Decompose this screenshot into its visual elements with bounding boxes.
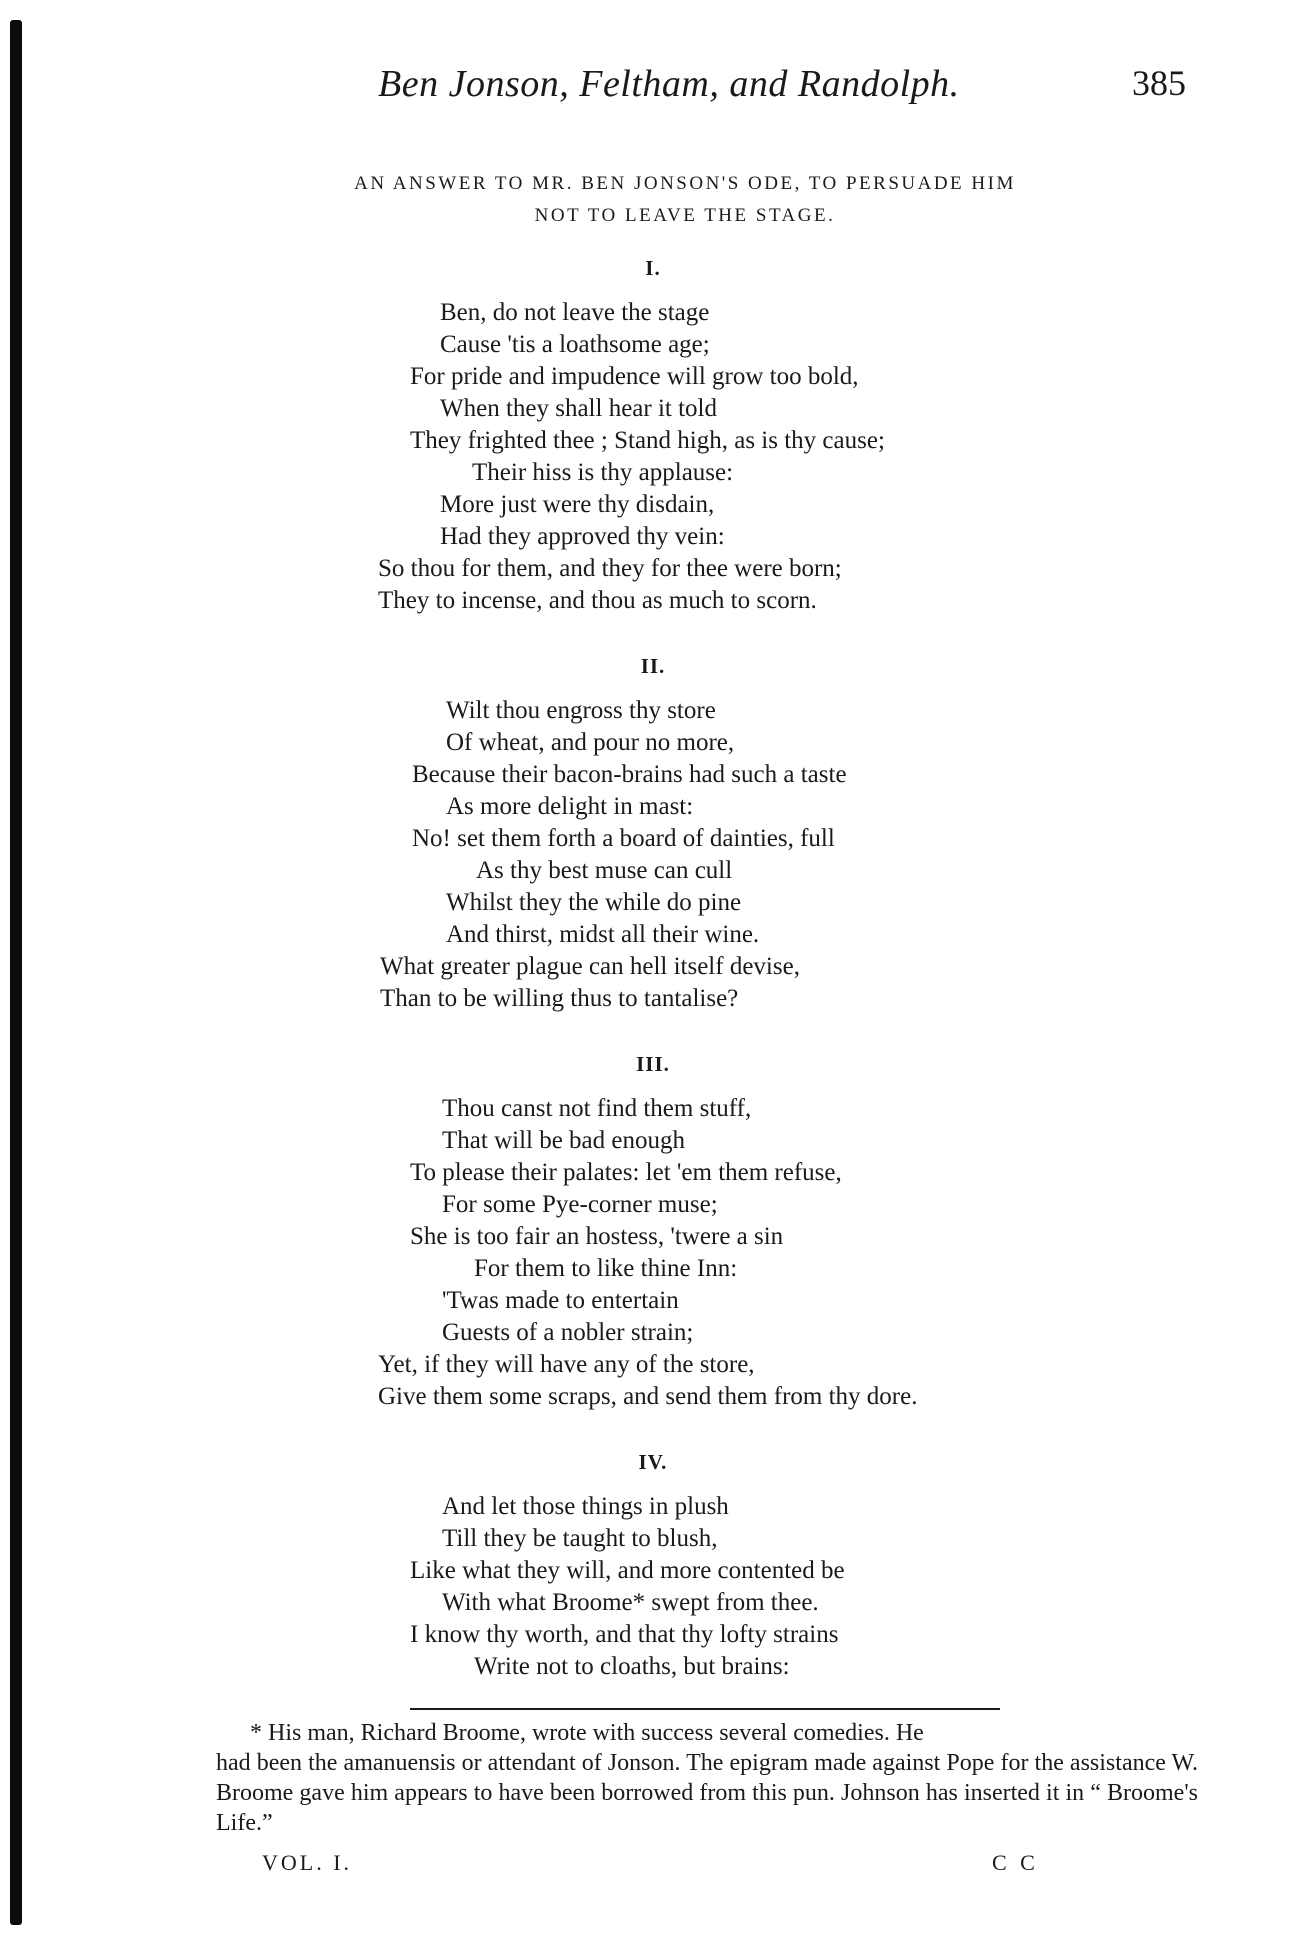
verse-line: Thou canst not find them stuff, [442, 1095, 752, 1122]
page-edge-shadow [10, 20, 22, 1925]
verse-line: As thy best muse can cull [476, 857, 733, 884]
verse-line: Had they approved thy vein: [440, 523, 725, 550]
volume-signature: VOL. I. [262, 1850, 353, 1875]
gathering-mark: C C [992, 1850, 1039, 1875]
verse-line: Than to be willing thus to tantalise? [380, 985, 739, 1012]
verse-line: For pride and impudence will grow too bold, [410, 363, 859, 390]
page-header [0, 62, 1306, 122]
verse-line: Wilt thou engross thy store [446, 697, 716, 724]
verse-line: What greater plague can hell itself devise, [380, 953, 800, 980]
verse-line: And let those things in plush [442, 1493, 729, 1520]
verse-line: For them to like thine Inn: [474, 1255, 738, 1282]
verse-line: Till they be taught to blush, [442, 1525, 718, 1552]
verse-line: To please their palates: let 'em them refuse, [410, 1159, 842, 1186]
page-number: 385 [1132, 63, 1186, 103]
verse-line: So thou for them, and they for thee were born; [378, 555, 842, 582]
verse-line: Guests of a nobler strain; [442, 1319, 694, 1346]
verse-line: When they shall hear it told [440, 395, 718, 422]
footnote-text: had been the amanuensis or attendant of Jonson. The epigram made against Pope for the assistance W. Broome gave him appears to have been borrowed from this pun. Johnson has inserted it in “ Broome's Life.” [216, 1750, 1198, 1836]
verse-line: More just were thy disdain, [440, 491, 715, 518]
verse-line: That will be bad enough [442, 1127, 685, 1154]
verse-line: Yet, if they will have any of the store, [378, 1351, 755, 1378]
verse-line: Give them some scraps, and send them from thy dore. [378, 1383, 918, 1410]
verse-line: 'Twas made to entertain [442, 1287, 679, 1314]
verse-line: And thirst, midst all their wine. [446, 921, 760, 948]
stanza-numeral: I. [645, 256, 661, 280]
poem-title [250, 168, 1120, 232]
verse-line: Of wheat, and pour no more, [446, 729, 735, 756]
verse-line: For some Pye-corner muse; [442, 1191, 718, 1218]
verse-line: As more delight in mast: [446, 793, 694, 820]
verse-line: Because their bacon-brains had such a taste [412, 761, 847, 788]
verse-line: I know thy worth, and that thy lofty strains [410, 1621, 839, 1648]
verse-line: They to incense, and thou as much to scorn. [378, 587, 817, 614]
running-title: Ben Jonson, Feltham, and Randolph. [378, 63, 960, 105]
stanza-numeral: III. [636, 1052, 670, 1076]
poem-title-line: AN ANSWER TO MR. BEN JONSON'S ODE, TO PERSUADE HIM [354, 173, 1016, 194]
footnote [216, 1718, 1198, 1838]
verse-line: Ben, do not leave the stage [440, 299, 710, 326]
verse-line: Whilst they the while do pine [446, 889, 742, 916]
verse-line: She is too fair an hostess, 'twere a sin [410, 1223, 784, 1250]
stanza-numeral: II. [640, 654, 666, 678]
poem-title-line: NOT TO LEAVE THE STAGE. [534, 205, 836, 226]
stanza-numeral: IV. [638, 1450, 668, 1474]
verse-line: They frighted thee ; Stand high, as is thy cause; [410, 427, 885, 454]
footnote-first-line: * His man, Richard Broome, wrote with success several comedies. He [250, 1720, 924, 1746]
verse-line: With what Broome* swept from thee. [442, 1589, 819, 1616]
verse-line: Cause 'tis a loathsome age; [440, 331, 710, 358]
footnote-rule [410, 1708, 1000, 1710]
verse-line: Write not to cloaths, but brains: [474, 1653, 790, 1680]
verse-line: No! set them forth a board of dainties, full [412, 825, 835, 852]
verse-line: Their hiss is thy applause: [472, 459, 734, 486]
verse-line: Like what they will, and more contented be [410, 1557, 845, 1584]
